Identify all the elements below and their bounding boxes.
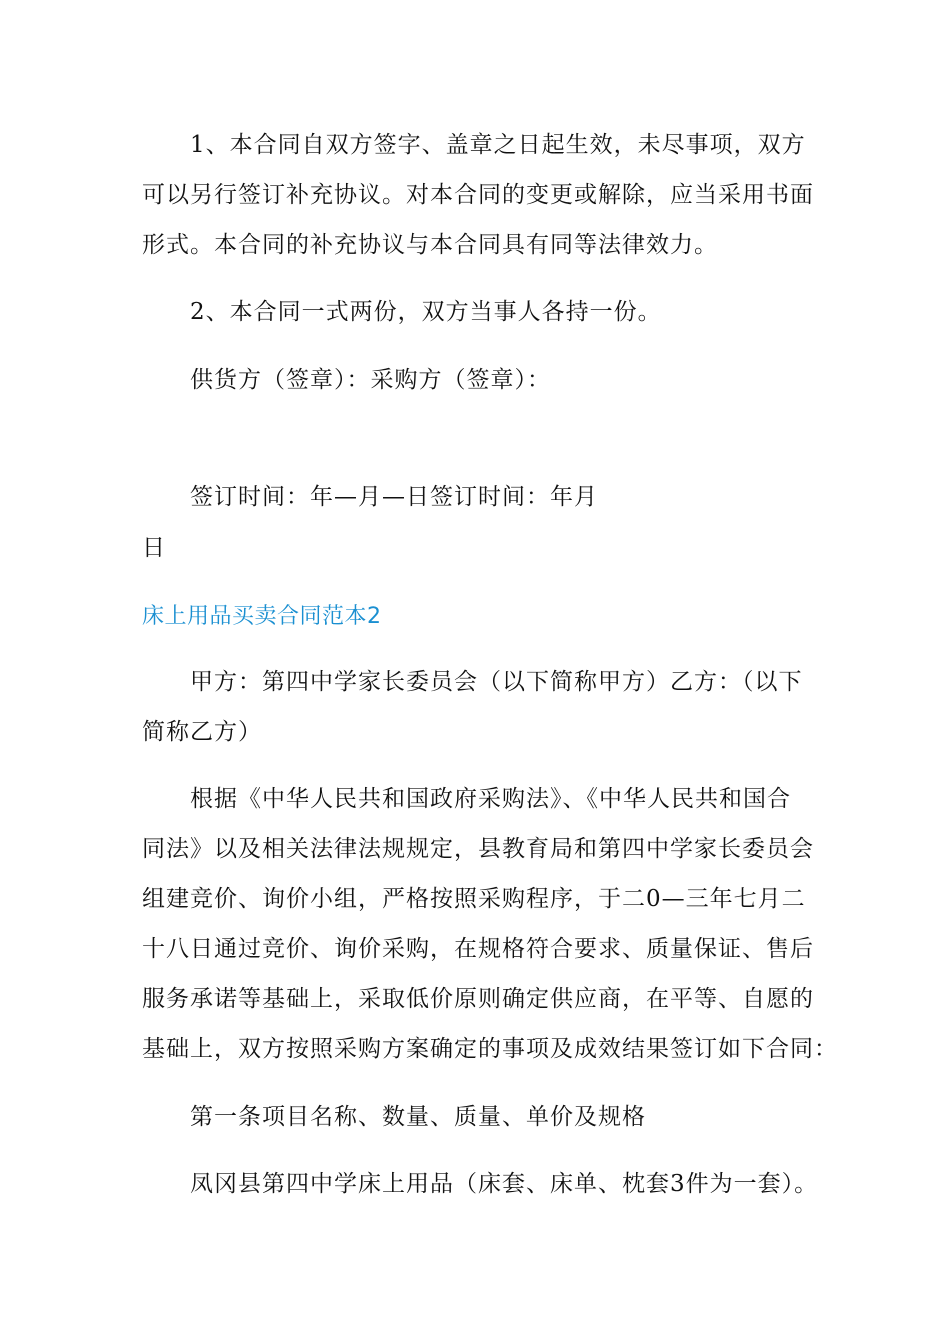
item-description: 凤冈县第四中学床上用品（床套、床单、枕套3件为一套）。 [190,1171,819,1197]
clause-1-line-3: 形式。本合同的补充协议与本合同具有同等法律效力。 [142,232,718,258]
signing-date-line-1: 签订时间：年—月—日签订时间：年月 [190,484,598,510]
article-1-title: 第一条项目名称、数量、质量、单价及规格 [190,1104,646,1130]
signing-date-line-2: 日 [142,535,166,561]
basis-line-5: 服务承诺等基础上，采取低价原则确定供应商，在平等、自愿的 [142,986,814,1012]
basis-line-4: 十八日通过竞价、询价采购，在规格符合要求、质量保证、售后 [142,936,814,962]
section-heading: 床上用品买卖合同范本2 [142,604,382,629]
basis-line-6: 基础上，双方按照采购方案确定的事项及成效结果签订如下合同： [142,1036,838,1062]
basis-line-3: 组建竞价、询价小组，严格按照采购程序，于二0—三年七月二 [142,886,806,912]
basis-line-1: 根据《中华人民共和国政府采购法》、《中华人民共和国合 [190,786,791,812]
basis-line-2: 同法》以及相关法律法规规定，县教育局和第四中学家长委员会 [142,836,814,862]
clause-1-line-2: 可以另行签订补充协议。对本合同的变更或解除，应当采用书面 [142,182,814,208]
signature-parties: 供货方（签章）：采购方（签章）： [190,367,551,393]
clause-2: 2、本合同一式两份，双方当事人各持一份。 [190,299,662,325]
parties-line-1: 甲方：第四中学家长委员会（以下简称甲方）乙方：（以下 [190,669,803,695]
parties-line-2: 简称乙方） [142,719,262,745]
clause-1-line-1: 1、本合同自双方签字、盖章之日起生效，未尽事项，双方 [190,132,806,158]
